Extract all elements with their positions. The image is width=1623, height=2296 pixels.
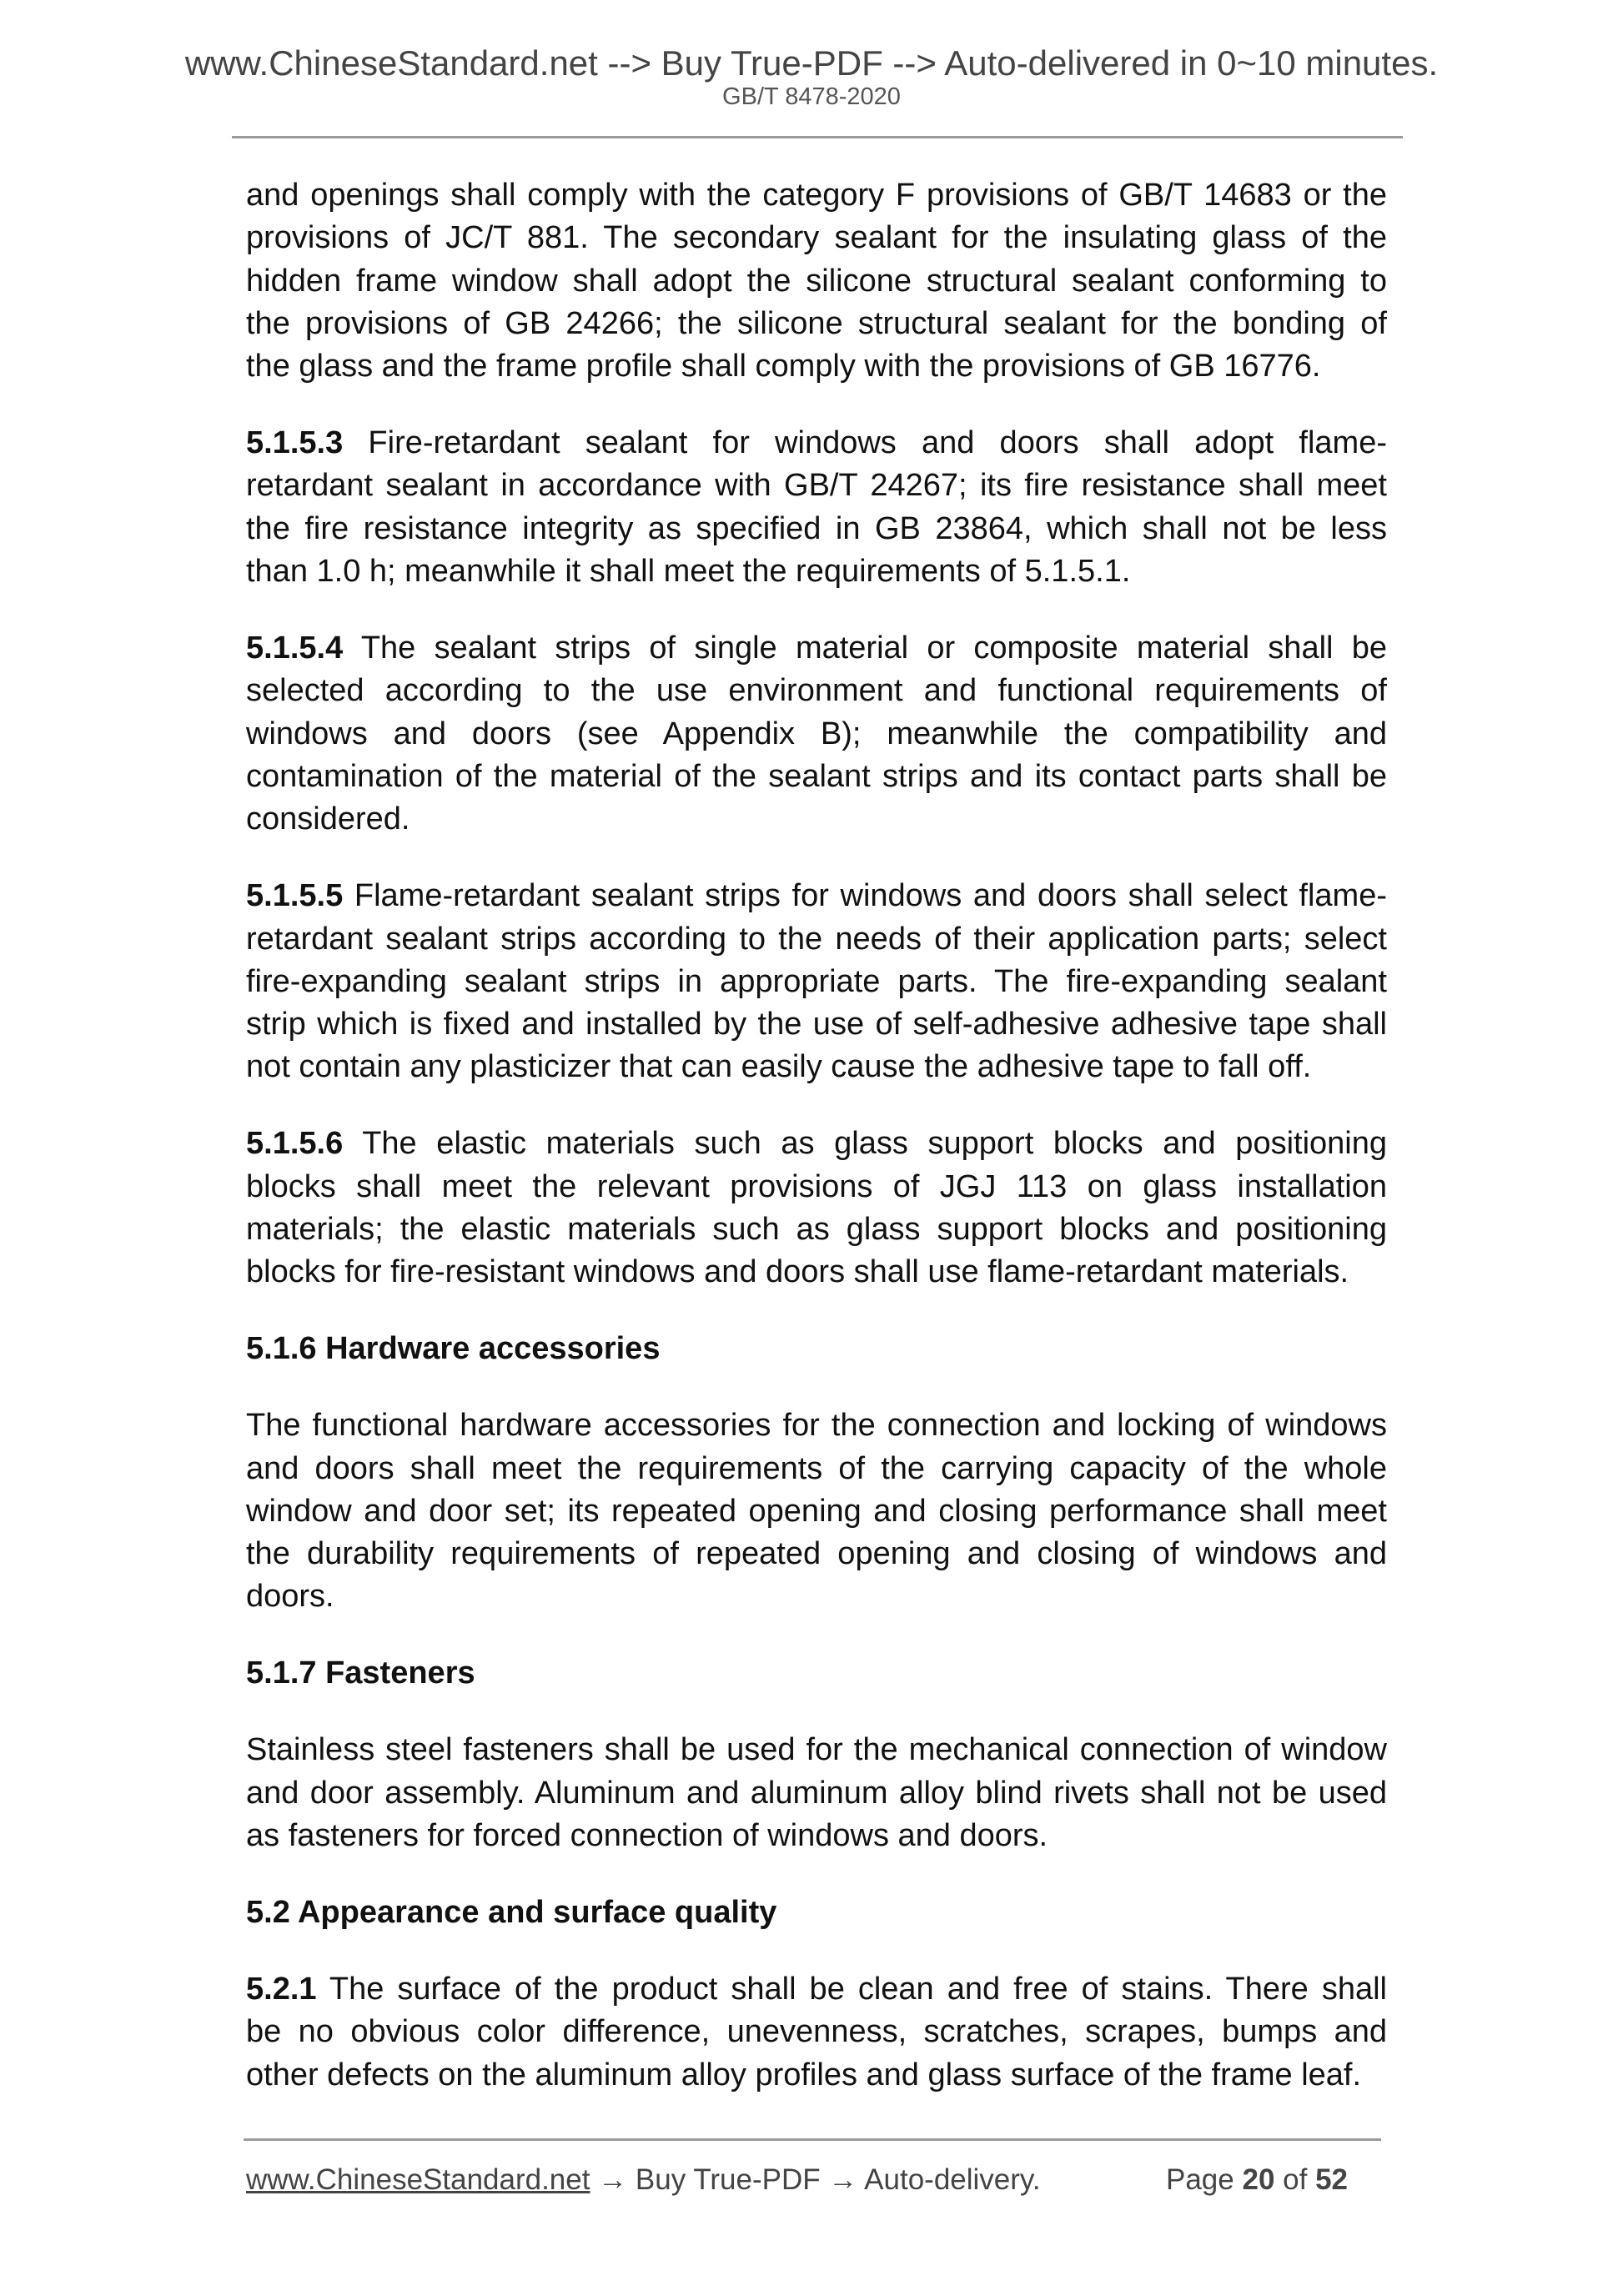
paragraph	[246, 627, 1387, 841]
paragraph	[246, 1404, 1387, 1618]
line-text: doors.	[246, 1579, 334, 1615]
text-line	[246, 1729, 1387, 1771]
line-text: window and door set; its repeated opening and closing performance shall meet	[246, 1493, 1387, 1529]
text-line	[246, 1815, 1387, 1857]
line-text: the fire resistance integrity as specified in GB 23864, which shall not be less	[246, 510, 1387, 546]
line-text: retardant sealant in accordance with GB/T 24267; its fire resistance shall meet	[246, 468, 1387, 504]
text-line	[246, 1003, 1387, 1046]
text-line	[246, 1575, 1387, 1618]
line-text: strip which is fixed and installed by the use of self-adhesive adhesive tape shall	[246, 1007, 1387, 1042]
paragraph	[246, 174, 1387, 388]
text-line	[246, 345, 1387, 388]
line-text: other defects on the aluminum alloy profiles and glass surface of the frame leaf.	[246, 2057, 1362, 2093]
text-line	[246, 1404, 1387, 1447]
footer-tagline: → Buy True-PDF → Auto-delivery.	[590, 2163, 1041, 2196]
line-text: blocks for fire-resistant windows and doors shall use flame-retardant materials.	[246, 1254, 1349, 1290]
text-line	[246, 2054, 1387, 2097]
text-line	[246, 1251, 1387, 1294]
paragraph	[246, 1729, 1387, 1857]
text-line	[246, 961, 1387, 1003]
text-line	[246, 260, 1387, 303]
text-line	[246, 875, 1387, 917]
line-text: Fire-retardant sealant for windows and doors shall adopt flame-	[368, 425, 1388, 461]
text-line	[246, 756, 1387, 798]
of-label: of	[1283, 2163, 1308, 2196]
line-text: provisions of JC/T 881. The secondary sealant for the insulating glass of the	[246, 220, 1387, 256]
clause-number: 5.1.5.3	[246, 425, 344, 461]
line-text: windows and doors (see Appendix B); meanwhile the compatibility and	[246, 716, 1387, 751]
line-text: the glass and the frame profile shall comply with the provisions of GB 16776.	[246, 349, 1321, 384]
text-line	[246, 627, 1387, 670]
page-total: 52	[1315, 2163, 1349, 2196]
text-line	[246, 174, 1387, 217]
line-text: Stainless steel fasteners shall be used for the mechanical connection of window	[246, 1732, 1387, 1768]
heading-text: 5.1.7 Fasteners	[246, 1655, 475, 1691]
text-line	[246, 1046, 1387, 1088]
line-text: The surface of the product shall be clean and free of stains. There shall	[329, 1971, 1387, 2007]
text-line	[246, 713, 1387, 756]
text-line	[246, 798, 1387, 841]
section-heading	[246, 1328, 1387, 1370]
document-id: GB/T 8478-2020	[722, 83, 901, 110]
line-text: Flame-retardant sealant strips for windows and doors shall select flame-	[354, 878, 1387, 914]
text-line	[246, 465, 1387, 507]
footer-text	[246, 2162, 1041, 2198]
line-text: hidden frame window shall adopt the silicone structural sealant conforming to	[246, 263, 1387, 299]
paragraph	[246, 1123, 1387, 1294]
text-line	[246, 1533, 1387, 1575]
heading-text: 5.1.6 Hardware accessories	[246, 1331, 661, 1367]
paragraph	[246, 1968, 1387, 2097]
text-line	[246, 1490, 1387, 1533]
text-line	[246, 217, 1387, 259]
line-text: and doors shall meet the requirements of the carrying capacity of the whole	[246, 1450, 1387, 1486]
line-text: the durability requirements of repeated opening and closing of windows and	[246, 1536, 1387, 1572]
footer-divider	[244, 2138, 1381, 2141]
footer-link[interactable]: www.ChineseStandard.net	[246, 2163, 590, 2196]
text-line	[246, 2011, 1387, 2053]
page-number: 20	[1242, 2163, 1275, 2196]
text-line	[246, 1208, 1387, 1251]
line-text: be no obvious color difference, unevenness, scratches, scrapes, bumps and	[246, 2014, 1387, 2050]
clause-number: 5.1.5.5	[246, 878, 344, 914]
heading-text: 5.2 Appearance and surface quality	[246, 1894, 777, 1930]
paragraph	[246, 875, 1387, 1088]
line-text: than 1.0 h; meanwhile it shall meet the requirements of 5.1.5.1.	[246, 554, 1131, 590]
text-line	[246, 1968, 1387, 2011]
page-indicator	[1166, 2162, 1348, 2198]
section-heading	[246, 1652, 1387, 1695]
text-line	[246, 1123, 1387, 1165]
line-text: the provisions of GB 24266; the silicone structural sealant for the bonding of	[246, 305, 1387, 341]
line-text: materials; the elastic materials such as glass support blocks and positioning	[246, 1211, 1387, 1247]
line-text: and door assembly. Aluminum and aluminum alloy blind rivets shall not be used	[246, 1775, 1387, 1811]
clause-number: 5.1.5.6	[246, 1126, 344, 1162]
line-text: as fasteners for forced connection of windows and doors.	[246, 1818, 1048, 1853]
clause-number: 5.2.1	[246, 1971, 317, 2007]
text-line	[246, 422, 1387, 465]
line-text: contamination of the material of the sealant strips and its contact parts shall be	[246, 758, 1387, 794]
paragraph	[246, 422, 1387, 593]
line-text: fire-expanding sealant strips in appropriate parts. The fire-expanding sealant	[246, 963, 1387, 999]
line-text: not contain any plasticizer that can easily cause the adhesive tape to fall off.	[246, 1049, 1312, 1085]
document-body	[246, 174, 1387, 2131]
line-text: selected according to the use environment and functional requirements of	[246, 673, 1387, 709]
text-line	[246, 670, 1387, 712]
page-label: Page	[1166, 2163, 1234, 2196]
line-text: The functional hardware accessories for the connection and locking of windows	[246, 1408, 1387, 1444]
text-line	[246, 508, 1387, 550]
clause-number: 5.1.5.4	[246, 631, 344, 666]
line-text: blocks shall meet the relevant provisions of JGJ 113 on glass installation	[246, 1168, 1387, 1204]
text-line	[246, 1448, 1387, 1490]
line-text: and openings shall comply with the category F provisions of GB/T 14683 or the	[246, 178, 1387, 213]
header-divider	[232, 136, 1403, 138]
line-text: The sealant strips of single material or composite material shall be	[360, 631, 1388, 666]
header-banner: www.ChineseStandard.net --> Buy True-PDF --> Auto-delivered in 0~10 minutes.	[184, 43, 1439, 83]
section-heading	[246, 1892, 1387, 1934]
line-text: retardant sealant strips according to the needs of their application parts; select	[246, 921, 1387, 957]
text-line	[246, 1772, 1387, 1815]
line-text: considered.	[246, 801, 410, 837]
text-line	[246, 918, 1387, 961]
line-text: The elastic materials such as glass support blocks and positioning	[362, 1126, 1387, 1162]
text-line	[246, 550, 1387, 593]
text-line	[246, 303, 1387, 345]
text-line	[246, 1166, 1387, 1208]
